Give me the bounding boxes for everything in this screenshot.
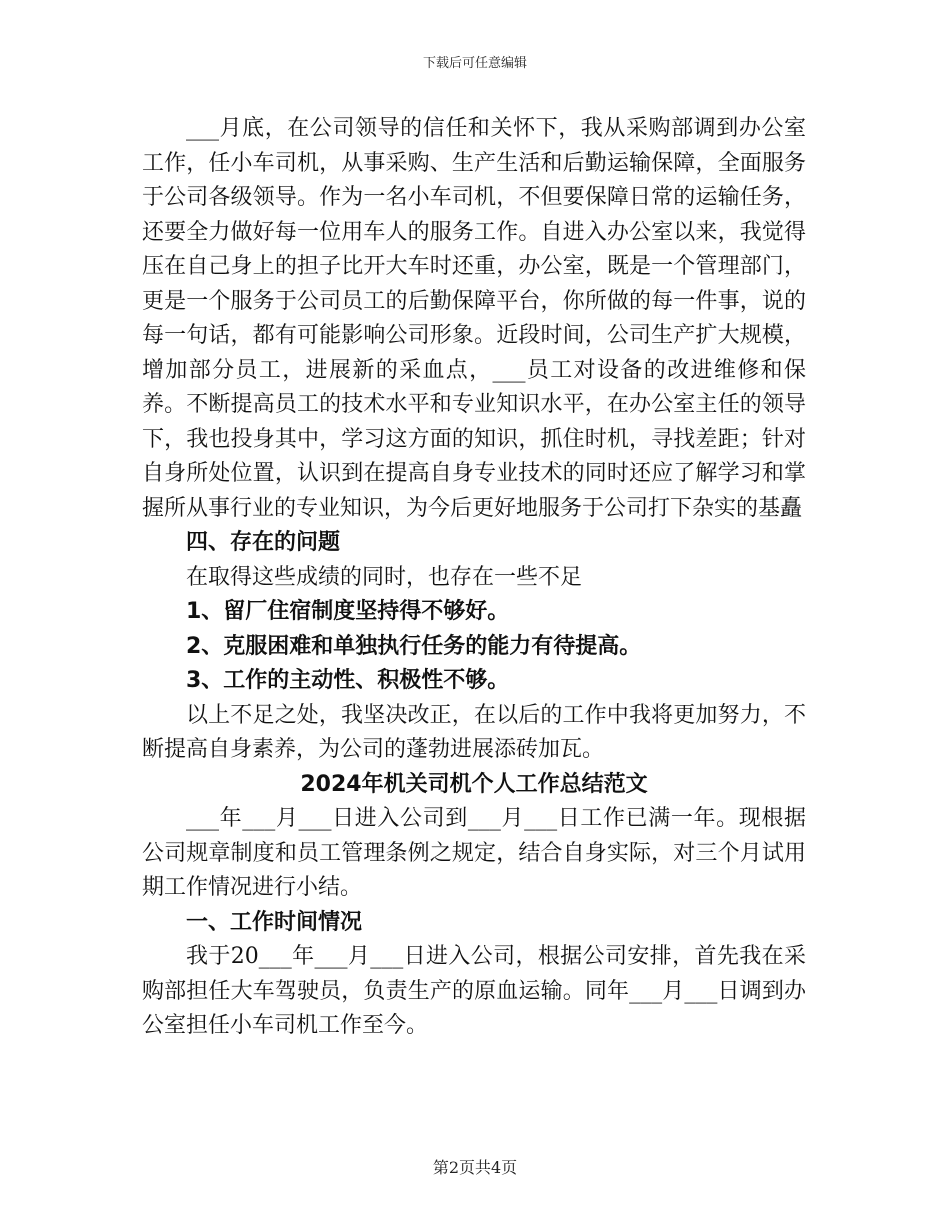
page-header: 下载后可任意编辑 — [422, 56, 527, 71]
paragraph-shortcomings-intro: 在取得这些成绩的同时，也存在一些不足 — [186, 564, 583, 590]
page-footer: 第2页共4页 — [432, 1158, 518, 1177]
paragraph-improvement: 以上不足之处，我坚决改正，在以后的工作中我将更加努力，不断提高自身素养，为公司的蓬勃进展添砖加瓦。 — [142, 702, 806, 762]
paragraph-work-time: 我于20___年___月___日进入公司，根据公司安排，首先我在采购部担任大车驾驶员，负责生产的原血运输。同年___月___日调到办公室担任小车司机工作至今。 — [142, 944, 806, 1038]
section-heading-problems: 四、存在的问题 — [186, 530, 341, 555]
paragraph-intro: ___年___月___日进入公司到___月___日工作已满一年。现根据公司规章制度和员工管理条例之规定，结合自身实际，对三个月试用期工作情况进行小结。 — [142, 806, 806, 900]
document-body — [142, 112, 806, 1044]
problem-item-3: 3、工作的主动性、积极性不够。 — [186, 668, 510, 693]
problem-item-1: 1、留厂住宿制度坚持得不够好。 — [186, 599, 510, 624]
paragraph-transfer: ___月底，在公司领导的信任和关怀下，我从采购部调到办公室工作，任小车司机，从事采购、生产生活和后勤运输保障，全面服务于公司各级领导。作为一名小车司机，不但要保障日常的运输任务，还要全力做好每一位用车人的服务工作。自进入办公室以来，我觉得压在自己身上的担子比开大车时还重，办公室，既是一个管理部门，更是一个服务于公司员工的后勤保障平台，你所做的每一件事，说的每一句话，都有可能影响公司形象。近段时间，公司生产扩大规模，增加部分员工，进展新的采血点，___员工对设备的改进维修和保养。不断提高员工的技术水平和专业知识水平，在办公室主任的领导下，我也投身其中，学习这方面的知识，抓住时机，寻找差距；针对自身所处位置，认识到在提高自身专业技术的同时还应了解学习和掌握所从事行业的专业知识，为今后更好地服务于公司打下杂实的基矗 — [142, 116, 806, 521]
problem-item-2: 2、克服困难和单独执行任务的能力有待提高。 — [186, 633, 642, 659]
document-title: 2024年机关司机个人工作总结范文 — [300, 771, 648, 797]
section-heading-work-time: 一、工作时间情况 — [186, 909, 363, 935]
